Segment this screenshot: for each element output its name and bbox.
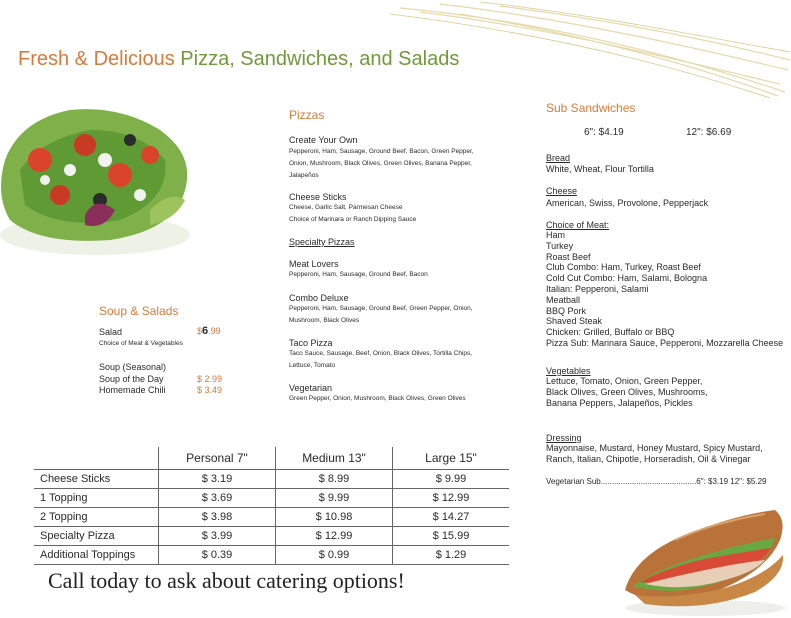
table-row: [34, 508, 509, 527]
sub-price-12: 12": $6.69: [686, 127, 732, 138]
list-item: Meatball: [546, 294, 581, 305]
dressing-list: [546, 443, 763, 465]
desc-line: Mushroom, Black Olives: [289, 317, 360, 324]
soup-of-day-price: $ 2.99: [197, 374, 223, 384]
desc-line: Lettuce, Tomato: [289, 362, 336, 369]
price-cell: $ 0.99: [276, 546, 393, 565]
list-item: Club Combo: Ham, Turkey, Roast Beef: [546, 262, 701, 273]
price-cell: $ 8.99: [276, 470, 393, 489]
combo-deluxe-desc: [289, 303, 473, 327]
header-cell: Large 15": [393, 447, 510, 470]
create-own-title: Create Your Own: [289, 135, 358, 145]
price-cell: $ 10.98: [276, 508, 393, 527]
list-item: Ranch, Italian, Chipotle, Horseradish, Oil & Vinegar: [546, 454, 751, 464]
table-header-row: [34, 447, 509, 470]
salad-price: [197, 325, 221, 337]
salad-bowl-icon: [0, 100, 200, 260]
list-item: Ham: [546, 230, 566, 240]
table-row: [34, 527, 509, 546]
bread-heading: Bread: [546, 153, 571, 163]
list-item: Shaved Steak: [546, 316, 603, 327]
chili-label: Homemade Chili: [99, 385, 166, 395]
list-item: Turkey: [546, 240, 574, 251]
cheese-options: American, Swiss, Provolone, Pepperjack: [546, 198, 709, 208]
title-part-2: Pizza, Sandwiches, and Salads: [180, 48, 460, 70]
row-label: Cheese Sticks: [34, 470, 159, 489]
vegetarian-desc: Green Pepper, Onion, Mushroom, Black Olives, Green Olives: [289, 395, 466, 402]
desc-line: Pepperoni, Ham, Sausage, Ground Beef, Bacon, Green Pepper,: [289, 148, 474, 155]
chili-price: $ 3.49: [197, 385, 223, 395]
cheese-heading: Cheese: [546, 186, 578, 196]
price-cell: $ 3.69: [159, 489, 276, 508]
header-cell: [34, 447, 159, 470]
catering-callout: Call today to ask about catering options!: [48, 568, 405, 593]
subs-heading: Sub Sandwiches: [546, 101, 636, 115]
price-cell: $ 3.19: [159, 470, 276, 489]
combo-deluxe-title: Combo Deluxe: [289, 293, 349, 303]
specialty-pizzas-heading: Specialty Pizzas: [289, 237, 355, 247]
list-item: Chicken: Grilled, Buffalo or BBQ: [546, 327, 675, 338]
vegetarian-title: Vegetarian: [289, 383, 333, 393]
title-part-1: Fresh & Delicious: [18, 48, 181, 70]
list-item: Italian: Pepperoni, Salami: [546, 283, 649, 294]
meat-list: [546, 230, 783, 349]
price-cell: $ 9.99: [393, 470, 510, 489]
header-cell: Medium 13": [276, 447, 393, 470]
dressing-heading: Dressing: [546, 433, 582, 443]
salad-price-rest: .99: [208, 326, 221, 336]
price-cell: $ 3.98: [159, 508, 276, 527]
row-label: Additional Toppings: [34, 546, 159, 565]
soup-salads-heading: Soup & Salads: [99, 304, 179, 318]
list-item: Banana Peppers, Jalapeños, Pickles: [546, 398, 693, 408]
list-item: Roast Beef: [546, 251, 591, 262]
pizzas-heading: Pizzas: [289, 108, 325, 122]
meat-heading: Choice of Meat:: [546, 220, 610, 230]
list-item: BBQ Pork: [546, 305, 587, 316]
salad-label: Salad: [99, 327, 123, 337]
table-row: [34, 470, 509, 489]
list-item: Pizza Sub: Marinara Sauce, Pepperoni, Mozzarella Cheese: [546, 337, 784, 348]
vegetarian-sub: Vegetarian Sub...........................................6": $3.19 12": $5.29: [546, 477, 767, 486]
desc-line: Cheese, Garlic Salt, Parmesan Cheese: [289, 204, 403, 211]
price-cell: $ 12.99: [276, 527, 393, 546]
table-row: [34, 546, 509, 565]
price-cell: $ 14.27: [393, 508, 510, 527]
soup-of-day-label: Soup of the Day: [99, 374, 164, 384]
page-title: [18, 48, 459, 71]
taco-pizza-desc: [289, 348, 472, 372]
pizza-price-table: [34, 447, 509, 565]
list-item: Cold Cut Combo: Ham, Salami, Bologna: [546, 273, 708, 284]
desc-line: Choice of Marinara or Ranch Dipping Sauce: [289, 216, 417, 223]
vegetables-heading: Vegetables: [546, 366, 591, 376]
vegetables-list: [546, 376, 708, 409]
list-item: Mayonnaise, Mustard, Honey Mustard, Spicy Mustard,: [546, 443, 763, 453]
price-cell: $ 15.99: [393, 527, 510, 546]
salad-desc: Choice of Meat & Vegetables: [99, 340, 183, 347]
table-row: [34, 489, 509, 508]
list-item: Black Olives, Green Olives, Mushrooms,: [546, 387, 708, 397]
desc-line: Jalapeños: [289, 172, 319, 179]
soup-seasonal-label: Soup (Seasonal): [99, 362, 167, 372]
salad-price-bold: 6: [202, 325, 209, 337]
cheese-sticks-title: Cheese Sticks: [289, 192, 347, 202]
price-cell: $ 3.99: [159, 527, 276, 546]
row-label: 2 Topping: [34, 508, 159, 527]
cheese-sticks-desc: [289, 202, 416, 226]
desc-line: Taco Sauce, Sausage, Beef, Onion, Black Olives, Tortilla Chips,: [289, 350, 473, 357]
row-label: Specialty Pizza: [34, 527, 159, 546]
price-cell: $ 9.99: [276, 489, 393, 508]
desc-line: Pepperoni, Ham, Sausage, Ground Beef, Green Pepper, Onion,: [289, 305, 473, 312]
taco-pizza-title: Taco Pizza: [289, 338, 333, 348]
bread-options: White, Wheat, Flour Tortilla: [546, 164, 654, 174]
sub-sandwich-icon: [615, 500, 791, 618]
header-cell: Personal 7": [159, 447, 276, 470]
meat-lovers-desc: Pepperoni, Ham, Sausage, Ground Beef, Bacon: [289, 271, 428, 278]
desc-line: Onion, Mushroom, Black Olives, Green Olives, Banana Pepper,: [289, 160, 472, 167]
price-cell: $ 1.29: [393, 546, 510, 565]
create-own-desc: [289, 146, 474, 182]
row-label: 1 Topping: [34, 489, 159, 508]
price-cell: $ 12.99: [393, 489, 510, 508]
salad-price-prefix: $: [197, 326, 203, 336]
price-cell: $ 0.39: [159, 546, 276, 565]
sub-price-6: 6": $4.19: [584, 127, 624, 138]
meat-lovers-title: Meat Lovers: [289, 259, 339, 269]
list-item: Lettuce, Tomato, Onion, Green Pepper,: [546, 376, 703, 386]
